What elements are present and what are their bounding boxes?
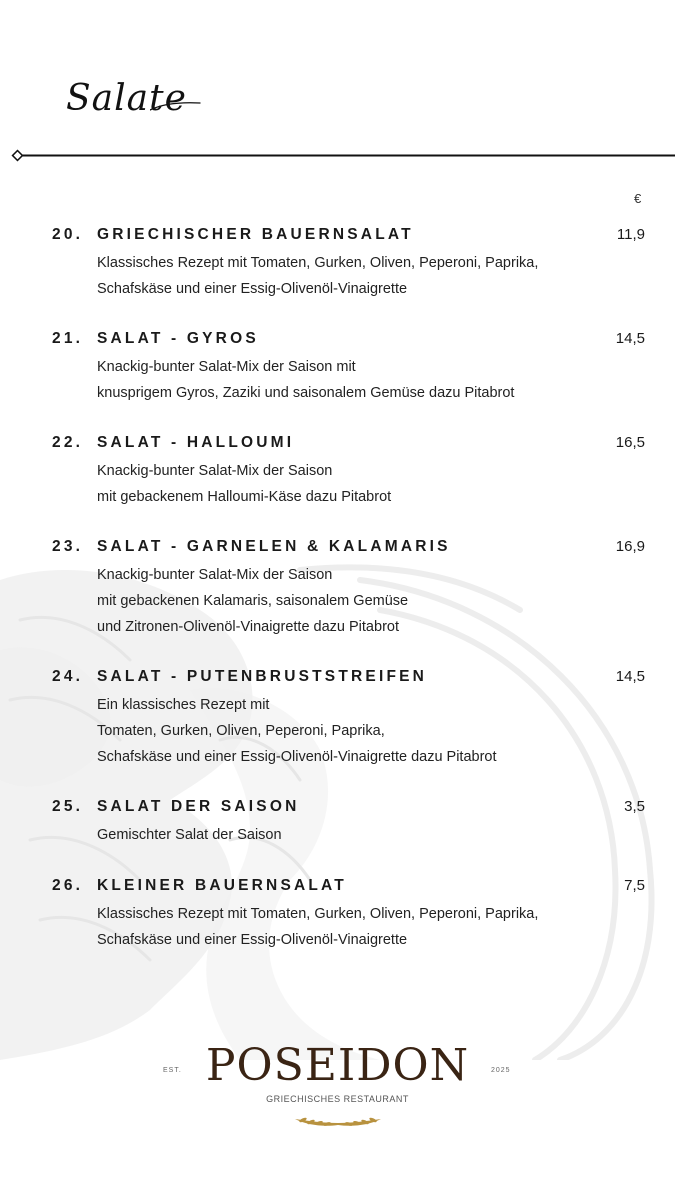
item-title: SALAT DER SAISON (97, 798, 300, 815)
title-flourish-icon (150, 100, 202, 114)
restaurant-logo (0, 1040, 675, 1140)
item-number: 26. (52, 877, 84, 894)
item-price: 14,5 (615, 330, 645, 347)
menu-item (0, 877, 675, 953)
item-number: 23. (52, 538, 84, 555)
item-description (97, 822, 675, 848)
logo-name: POSEIDON (205, 1040, 470, 1091)
item-title: SALAT - PUTENBRUSTSTREIFEN (97, 668, 428, 685)
laurel-icon (293, 1111, 383, 1131)
description-line: Schafskäse und einer Essig-Olivenöl-Vinaigrette (97, 281, 408, 297)
menu-item (0, 330, 675, 406)
currency-label: € (634, 191, 642, 206)
description-line: und Zitronen-Olivenöl-Vinaigrette dazu Pitabrot (97, 619, 399, 635)
description-line: knusprigem Gyros, Zaziki und saisonalem Gemüse dazu Pitabrot (97, 385, 515, 401)
description-line: Klassisches Rezept mit Tomaten, Gurken, Oliven, Peperoni, Paprika, (97, 255, 539, 271)
item-price: 3,5 (624, 798, 645, 815)
description-line: Tomaten, Gurken, Oliven, Peperoni, Paprika, (97, 723, 385, 739)
item-title: KLEINER BAUERNSALAT (97, 877, 347, 894)
menu-item (0, 434, 675, 510)
item-number: 21. (52, 330, 84, 347)
header-divider (10, 148, 675, 164)
item-description (97, 562, 675, 640)
menu-item (0, 668, 675, 770)
item-title: GRIECHISCHER BAUERNSALAT (97, 226, 414, 243)
description-line: Knackig-bunter Salat-Mix der Saison (97, 567, 333, 583)
description-line: mit gebackenem Halloumi-Käse dazu Pitabrot (97, 489, 392, 505)
item-description (97, 901, 675, 953)
item-price: 11,9 (616, 226, 645, 243)
item-price: 7,5 (624, 877, 645, 894)
description-line: mit gebackenen Kalamaris, saisonalem Gemüse (97, 593, 409, 609)
description-line: Knackig-bunter Salat-Mix der Saison (97, 463, 333, 479)
description-line: Klassisches Rezept mit Tomaten, Gurken, Oliven, Peperoni, Paprika, (97, 906, 539, 922)
logo-subtitle: GRIECHISCHES RESTAURANT (266, 1094, 409, 1104)
description-line: Ein klassisches Rezept mit (97, 697, 270, 713)
item-description (97, 692, 675, 770)
item-price: 14,5 (615, 668, 645, 685)
item-number: 20. (52, 226, 84, 243)
item-number: 22. (52, 434, 84, 451)
item-price: 16,5 (615, 434, 645, 451)
menu-item (0, 798, 675, 848)
menu-item (0, 538, 675, 640)
description-line: Schafskäse und einer Essig-Olivenöl-Vinaigrette dazu Pitabrot (97, 749, 497, 765)
menu-item (0, 226, 675, 302)
item-description (97, 250, 675, 302)
item-description (97, 458, 675, 510)
item-number: 24. (52, 668, 84, 685)
section-title: Salate (66, 78, 187, 119)
item-number: 25. (52, 798, 84, 815)
description-line: Gemischter Salat der Saison (97, 827, 282, 843)
item-title: SALAT - GARNELEN & KALAMARIS (97, 538, 451, 555)
item-title: SALAT - GYROS (97, 330, 259, 347)
description-line: Schafskäse und einer Essig-Olivenöl-Vinaigrette (97, 932, 408, 948)
item-description (97, 354, 675, 406)
logo-year: 2025 (491, 1067, 511, 1074)
item-title: SALAT - HALLOUMI (97, 434, 295, 451)
description-line: Knackig-bunter Salat-Mix der Saison mit (97, 359, 356, 375)
item-price: 16,9 (615, 538, 645, 555)
logo-est: EST. (163, 1067, 182, 1074)
